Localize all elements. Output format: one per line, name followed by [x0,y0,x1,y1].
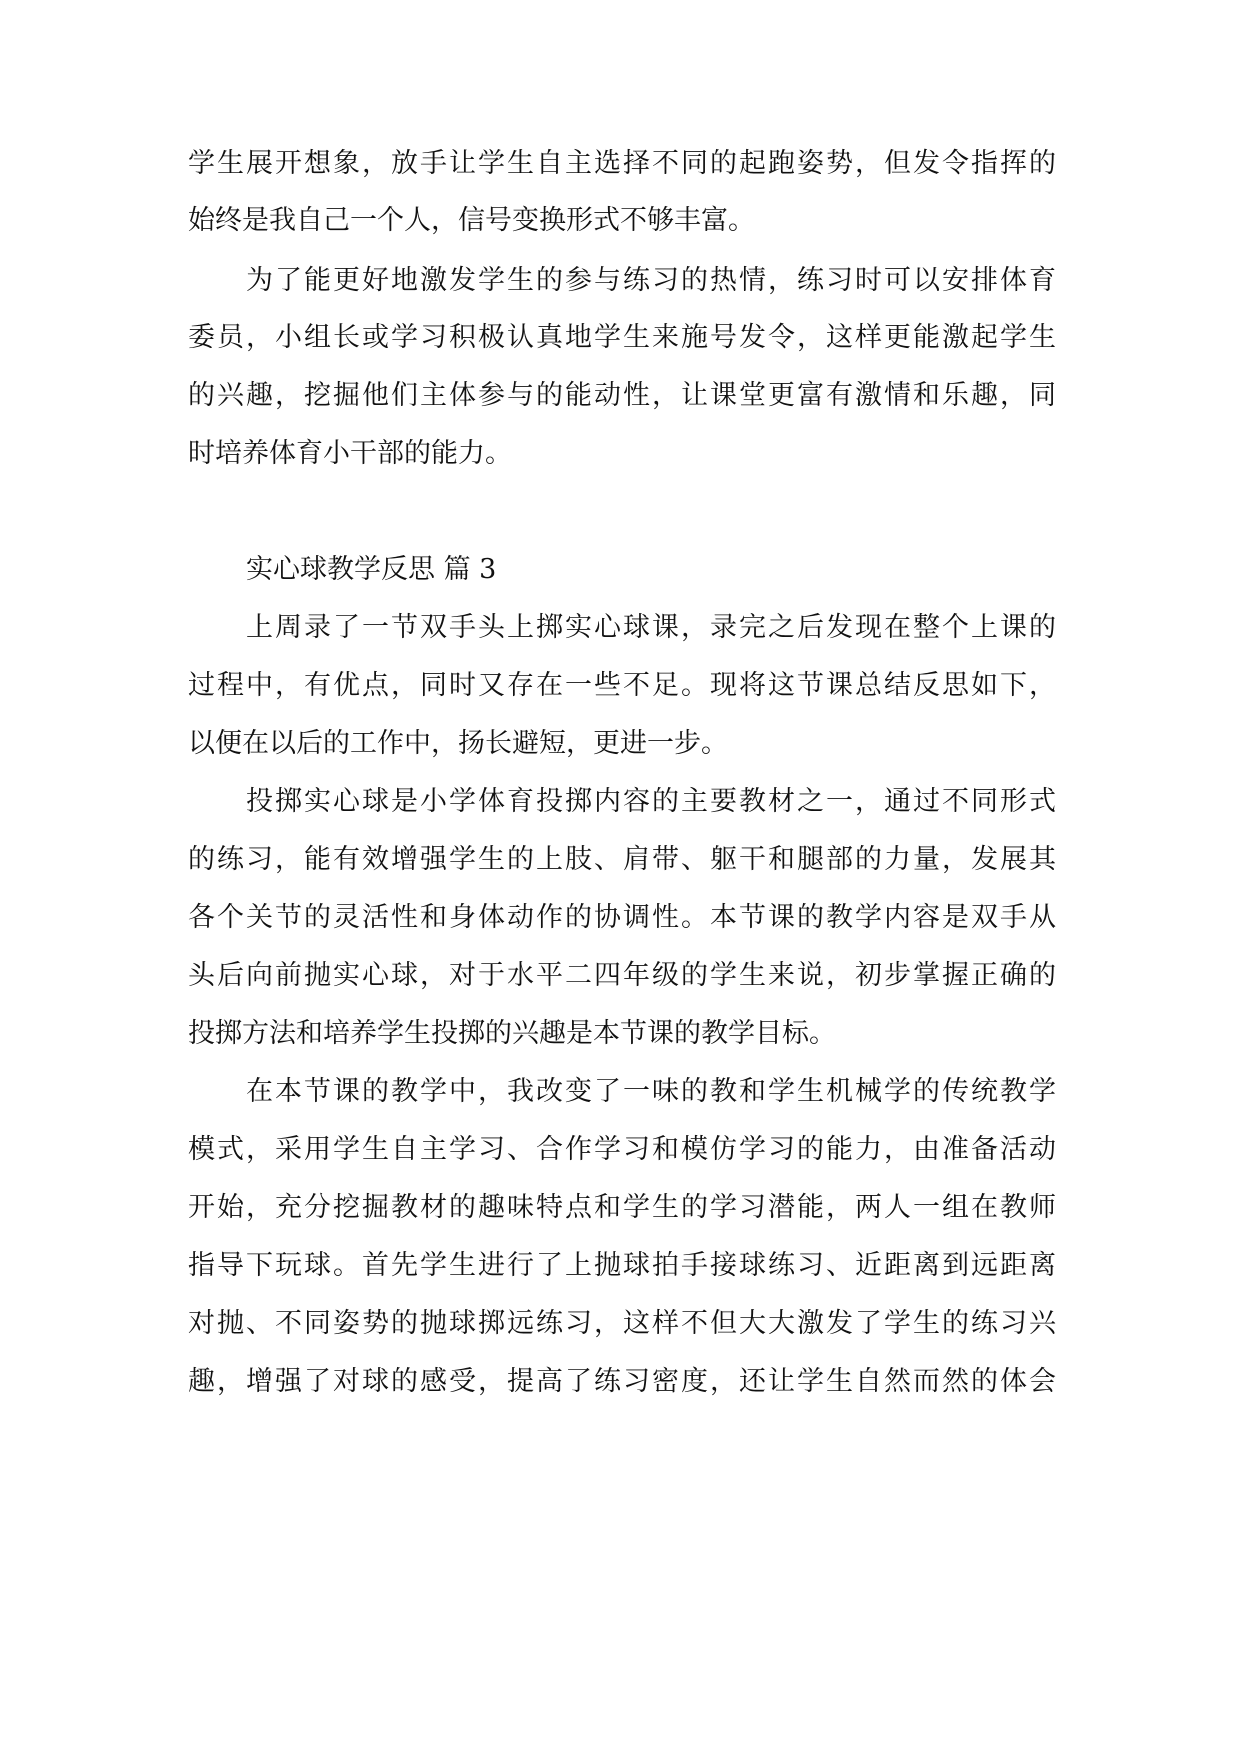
text-line: 为了能更好地激发学生的参与练习的热情，练习时可以安排体育 [246,265,1056,296]
text-line: 过程中，有优点，同时又存在一些不足。现将这节课总结反思如下， [188,670,1056,701]
text-line: 指导下玩球。首先学生进行了上抛球拍手接球练习、近距离到远距离 [188,1250,1056,1281]
text-line: 投掷方法和培养学生投掷的兴趣是本节课的教学目标。 [188,1018,836,1049]
text-line: 学生展开想象，放手让学生自主选择不同的起跑姿势，但发令指挥的 [188,148,1056,179]
text-line: 上周录了一节双手头上掷实心球课，录完之后发现在整个上课的 [246,612,1056,643]
text-line: 时培养体育小干部的能力。 [188,438,512,469]
section-title: 实心球教学反思 篇 3 [246,554,497,585]
text-line: 对抛、不同姿势的抛球掷远练习，这样不但大大激发了学生的练习兴 [188,1308,1056,1339]
text-line: 开始，充分挖掘教材的趣味特点和学生的学习潜能，两人一组在教师 [188,1192,1056,1223]
text-line: 投掷实心球是小学体育投掷内容的主要教材之一，通过不同形式 [246,786,1056,817]
text-line: 以便在以后的工作中，扬长避短，更进一步。 [188,728,728,759]
text-line: 始终是我自己一个人，信号变换形式不够丰富。 [188,205,755,236]
text-line: 委员，小组长或学习积极认真地学生来施号发令，这样更能激起学生 [188,322,1056,353]
text-line: 趣，增强了对球的感受，提高了练习密度，还让学生自然而然的体会 [188,1366,1056,1397]
text-line: 的练习，能有效增强学生的上肢、肩带、躯干和腿部的力量，发展其 [188,844,1056,875]
text-line: 在本节课的教学中，我改变了一味的教和学生机械学的传统教学 [246,1076,1056,1107]
text-line: 的兴趣，挖掘他们主体参与的能动性，让课堂更富有激情和乐趣，同 [188,380,1056,411]
text-line: 各个关节的灵活性和身体动作的协调性。本节课的教学内容是双手从 [188,902,1056,933]
text-line: 模式，采用学生自主学习、合作学习和模仿学习的能力，由准备活动 [188,1134,1056,1165]
text-line: 头后向前抛实心球，对于水平二四年级的学生来说，初步掌握正确的 [188,960,1056,991]
